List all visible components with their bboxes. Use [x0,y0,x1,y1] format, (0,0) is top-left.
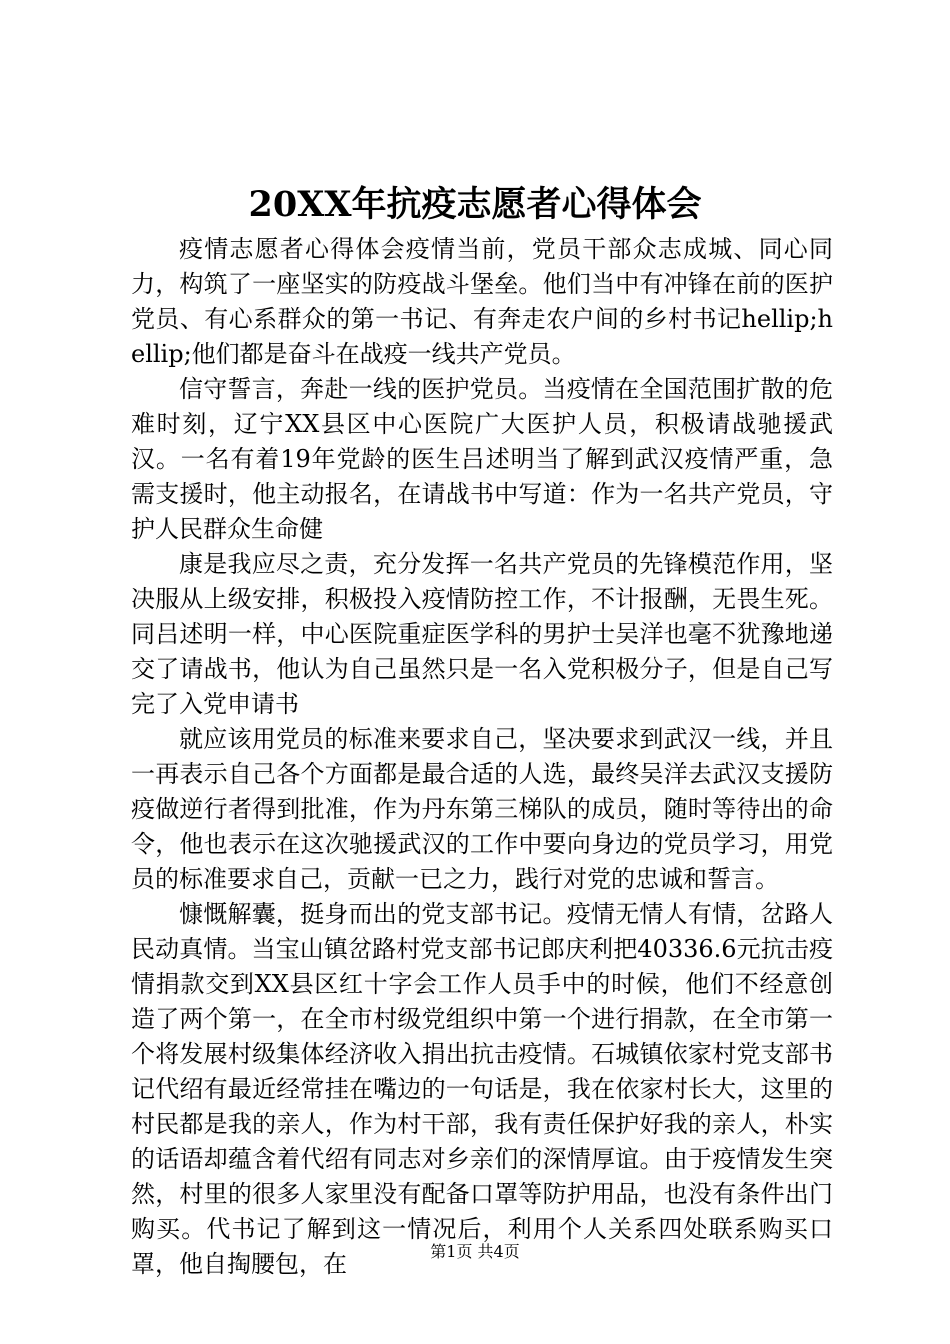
paragraph: 就应该用党员的标准来要求自己，坚决要求到武汉一线，并且一再表示自己各个方面都是最合适的人选，最终吴洋去武汉支援防疫做逆行者得到批准，作为丹东第三梯队的成员，随时等待出的命令，他也表示在这次驰援武汉的工作中要向身边的党员学习，用党员的标准要求自己，贡献一已之力，践行对党的忠诚和誓言。 [131,725,833,893]
document-title: 20XX年抗疫志愿者心得体会 [248,184,702,225]
document-body [131,232,833,1282]
paragraph: 康是我应尽之责，充分发挥一名共产党员的先锋模范作用，坚决服从上级安排，积极投入疫情防控工作，不计报酬，无畏生死。同吕述明一样，中心医院重症医学科的男护士吴洋也毫不犹豫地递交了请战书，他认为自己虽然只是一名入党积极分子，但是自己写完了入党申请书 [131,550,833,718]
paragraph: 慷慨解囊，挺身而出的党支部书记。疫情无情人有情，岔路人民动真情。当宝山镇岔路村党支部书记郎庆利把40336.6元抗击疫情捐款交到XX县区红十字会工作人员手中的时候，他们不经意创造了两个第一，在全市村级党组织中第一个进行捐款，在全市第一个将发展村级集体经济收入捐出抗击疫情。石城镇依家村党支部书记代绍有最近经常挂在嘴边的一句话是，我在依家村长大，这里的村民都是我的亲人，作为村干部，我有责任保护好我的亲人，朴实的话语却蕴含着代绍有同志对乡亲们的深情厚谊。由于疫情发生突然，村里的很多人家里没有配备口罩等防护用品，也没有条件出门购买。代书记了解到这一情况后，利用个人关系四处联系购买口罩，他自掏腰包，在 [131,900,833,1278]
page-footer: 第1页 共4页 [430,1242,520,1261]
paragraph: 疫情志愿者心得体会疫情当前，党员干部众志成城、同心同力，构筑了一座坚实的防疫战斗堡垒。他们当中有冲锋在前的医护党员、有心系群众的第一书记、有奔走农户间的乡村书记hellip;hellip;他们都是奋斗在战疫一线共产党员。 [131,235,833,368]
paragraph: 信守誓言，奔赴一线的医护党员。当疫情在全国范围扩散的危难时刻，辽宁XX县区中心医院广大医护人员，积极请战驰援武汉。一名有着19年党龄的医生吕述明当了解到武汉疫情严重，急需支援时，他主动报名，在请战书中写道：作为一名共产党员，守护人民群众生命健 [131,375,833,543]
